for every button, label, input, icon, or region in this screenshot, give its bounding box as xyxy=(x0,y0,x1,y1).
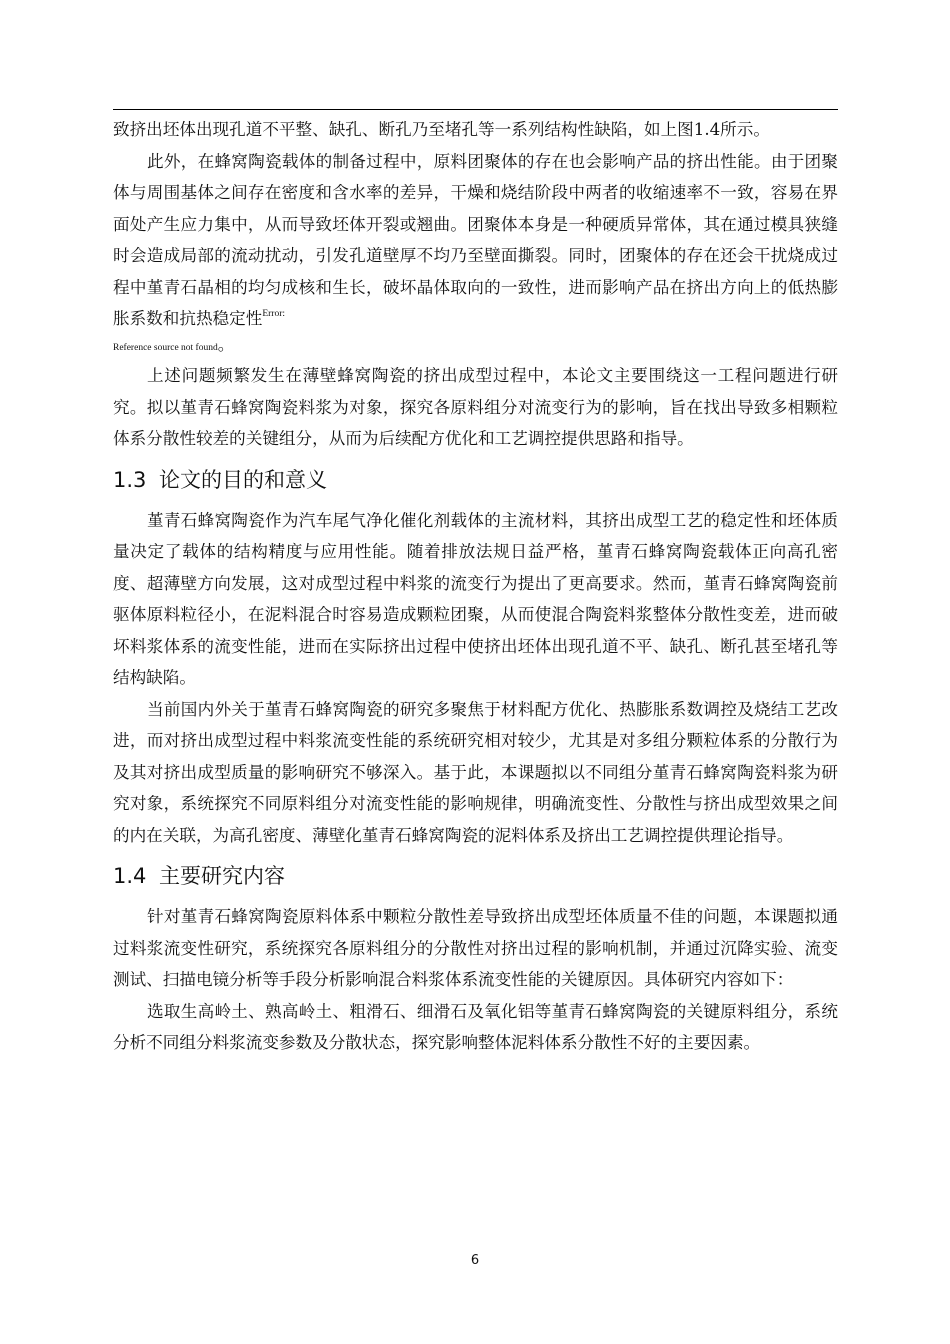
paragraph-purpose: 堇青石蜂窝陶瓷作为汽车尾气净化催化剂载体的主流材料，其挤出成型工艺的稳定性和坯体质量决定了载体的结构精度与应用性能。随着排放法规日益严格，堇青石蜂窝陶瓷载体正向高孔密度、超薄壁方向发展，这对成型过程中料浆的流变行为提出了更高要求。然而，堇青石蜂窝陶瓷前驱体原料粒径小，在泥料混合时容易造成颗粒团聚，从而使混合陶瓷料浆整体分散性变差，进而破坏料浆体系的流变性能，进而在实际挤出过程中使挤出坯体出现孔道不平、缺孔、断孔甚至堵孔等结构缺陷。 xyxy=(113,510,838,687)
paragraph-research-item: 选取生高岭土、熟高岭土、粗滑石、细滑石及氧化铝等堇青石蜂窝陶瓷的关键原料组分，系统分析不同组分料浆流变参数及分散状态，探究影响整体泥料体系分散性不好的主要因素。 xyxy=(113,1001,838,1052)
section-number: 1.3 xyxy=(113,467,147,492)
section-number: 1.4 xyxy=(113,864,147,888)
page-number: 6 xyxy=(470,1253,480,1268)
paragraph-continued: 致挤出坯体出现孔道不平整、缺孔、断孔乃至堵孔等一系列结构性缺陷，如上图1.4所示。 xyxy=(113,120,770,139)
section-heading-1-4 xyxy=(113,861,838,891)
paragraph-research-content: 针对堇青石蜂窝陶瓷原料体系中颗粒分散性差导致挤出成型坯体质量不佳的问题，本课题拟通过料浆流变性研究，系统探究各原料组分的分散性对挤出过程的影响机制，并通过沉降实验、流变测试、扫描电镜分析等手段分析影响混合料浆体系流变性能的关键原因。具体研究内容如下： xyxy=(113,907,838,989)
reference-error-note-cont: Reference source not found xyxy=(113,342,218,353)
paragraph-research-problem: 上述问题频繁发生在薄壁蜂窝陶瓷的挤出成型过程中，本论文主要围绕这一工程问题进行研究。拟以堇青石蜂窝陶瓷料浆为对象，探究各原料组分对流变行为的影响，旨在找出导致多相颗粒体系分散性较差的关键组分，从而为后续配方优化和工艺调控提供思路和指导。 xyxy=(113,366,838,448)
paragraph-significance: 当前国内外关于堇青石蜂窝陶瓷的研究多聚焦于材料配方优化、热膨胀系数调控及烧结工艺改进，而对挤出成型过程中料浆流变性能的系统研究相对较少，尤其是对多组分颗粒体系的分散行为及其对挤出成型质量的影响研究不够深入。基于此，本课题拟以不同组分堇青石蜂窝陶瓷料浆为研究对象，系统探究不同原料组分对流变性能的影响规律，明确流变性、分散性与挤出成型效果之间的内在关联，为高孔密度、薄壁化堇青石蜂窝陶瓷的泥料体系及挤出工艺调控提供理论指导。 xyxy=(113,699,838,845)
header-rule xyxy=(113,109,838,110)
paragraph-agglomerate-effects xyxy=(113,146,838,335)
reference-error-note: Error: xyxy=(262,309,286,319)
section-heading-1-3 xyxy=(113,465,838,495)
paragraph-text: 此外，在蜂窝陶瓷载体的制备过程中，原料团聚体的存在也会影响产品的挤出性能。由于团聚体与周围基体之间存在密度和含水率的差异，干燥和烧结阶段中两者的收缩速率不一致，容易在界面处产生应力集中，从而导致坯体开裂或翘曲。团聚体本身是一种硬质异常体，其在通过模具狭缝时会造成局部的流动扰动，引发孔道壁厚不均乃至壁面撕裂。同时，团聚体的存在还会干扰烧成过程中堇青石晶相的均匀成核和生长，破坏晶体取向的一致性，进而影响产品在挤出方向上的低热膨胀系数和抗热稳定性 xyxy=(113,151,838,328)
section-title: 主要研究内容 xyxy=(159,864,285,888)
paragraph-end-mark: 。 xyxy=(217,334,235,354)
page-body xyxy=(113,114,838,1059)
paragraph-reference-line xyxy=(113,329,838,361)
section-title: 论文的目的和意义 xyxy=(159,467,327,492)
